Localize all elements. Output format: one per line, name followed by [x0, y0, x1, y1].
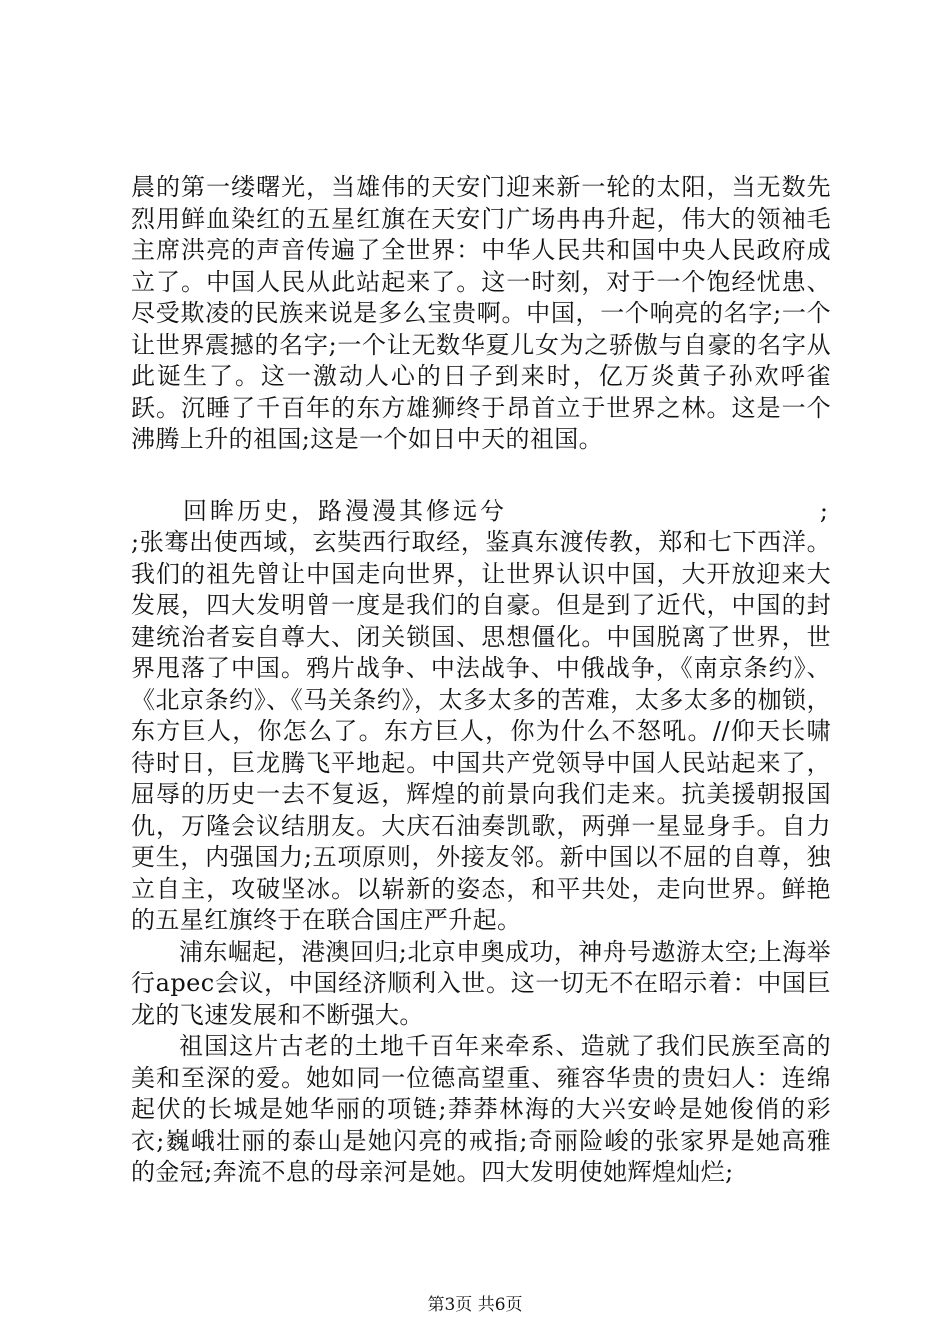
- document-body: [131, 172, 831, 1189]
- paragraph-1: 晨的第一缕曙光，当雄伟的天安门迎来新一轮的太阳，当无数先烈用鲜血染红的五星红旗在天安门广场冉冉升起，伟大的领袖毛主席洪亮的声音传遍了全世界：中华人民共和国中央人民政府成立了。中国人民从此站起来了。这一时刻，对于一个饱经忧患、尽受欺凌的民族来说是多么宝贵啊。中国，一个响亮的名字;一个让世界震撼的名字;一个让无数华夏儿女为之骄傲与自豪的名字从此诞生了。这一激动人心的日子到来时，亿万炎黄子孙欢呼雀跃。沉睡了千百年的东方雄狮终于昂首立于世界之林。这是一个沸腾上升的祖国;这是一个如日中天的祖国。: [131, 173, 831, 453]
- section-heading: 回眸历史，路漫漫其修远兮: [183, 496, 507, 525]
- section-heading-tail: ;: [819, 496, 831, 525]
- section-heading-line: [131, 496, 831, 528]
- paragraph-4: 祖国这片古老的土地千百年来牵系、造就了我们民族至高的美和至深的爱。她如同一位德高望重、雍容华贵的贵妇人：连绵起伏的长城是她华丽的项链;莽莽林海的大兴安岭是她俊俏的彩衣;巍峨壮丽的泰山是她闪亮的戒指;奇丽险峻的张家界是她高雅的金冠;奔流不息的母亲河是她。四大发明使她辉煌灿烂;: [131, 1032, 831, 1186]
- paragraph-2: ;张骞出使西域，玄奘西行取经，鉴真东渡传教，郑和七下西洋。我们的祖先曾让中国走向世界，让世界认识中国，大开放迎来大发展，四大发明曾一度是我们的自豪。但是到了近代，中国的封建统治者妄自尊大、闭关锁国、思想僵化。中国脱离了世界，世界甩落了中国。鸦片战争、中法战争、中俄战争，《南京条约》、《北京条约》、《马关条约》，太多太多的苦难，太多太多的枷锁，东方巨人，你怎么了。东方巨人，你为什么不怒吼。//仰天长啸待时日，巨龙腾飞平地起。中国共产党领导中国人民站起来了，屈辱的历史一去不复返，辉煌的前景向我们走来。抗美援朝报国仇，万隆会议结朋友。大庆石油奏凯歌，两弹一星显身手。自力更生，内强国力;五项原则，外接友邻。新中国以不屈的自尊，独立自主，攻破坚冰。以崭新的姿态，和平共处，走向世界。鲜艳的五星红旗终于在联合国庄严升起。: [131, 528, 831, 934]
- paragraph-gap: [131, 456, 831, 496]
- paragraph-3: 浦东崛起，港澳回归;北京申奥成功，神舟号遨游太空;上海举行apec会议，中国经济顺利入世。这一切无不在昭示着：中国巨龙的飞速发展和不断强大。: [131, 937, 831, 1029]
- page-number-footer: 第3页 共6页: [427, 1295, 523, 1315]
